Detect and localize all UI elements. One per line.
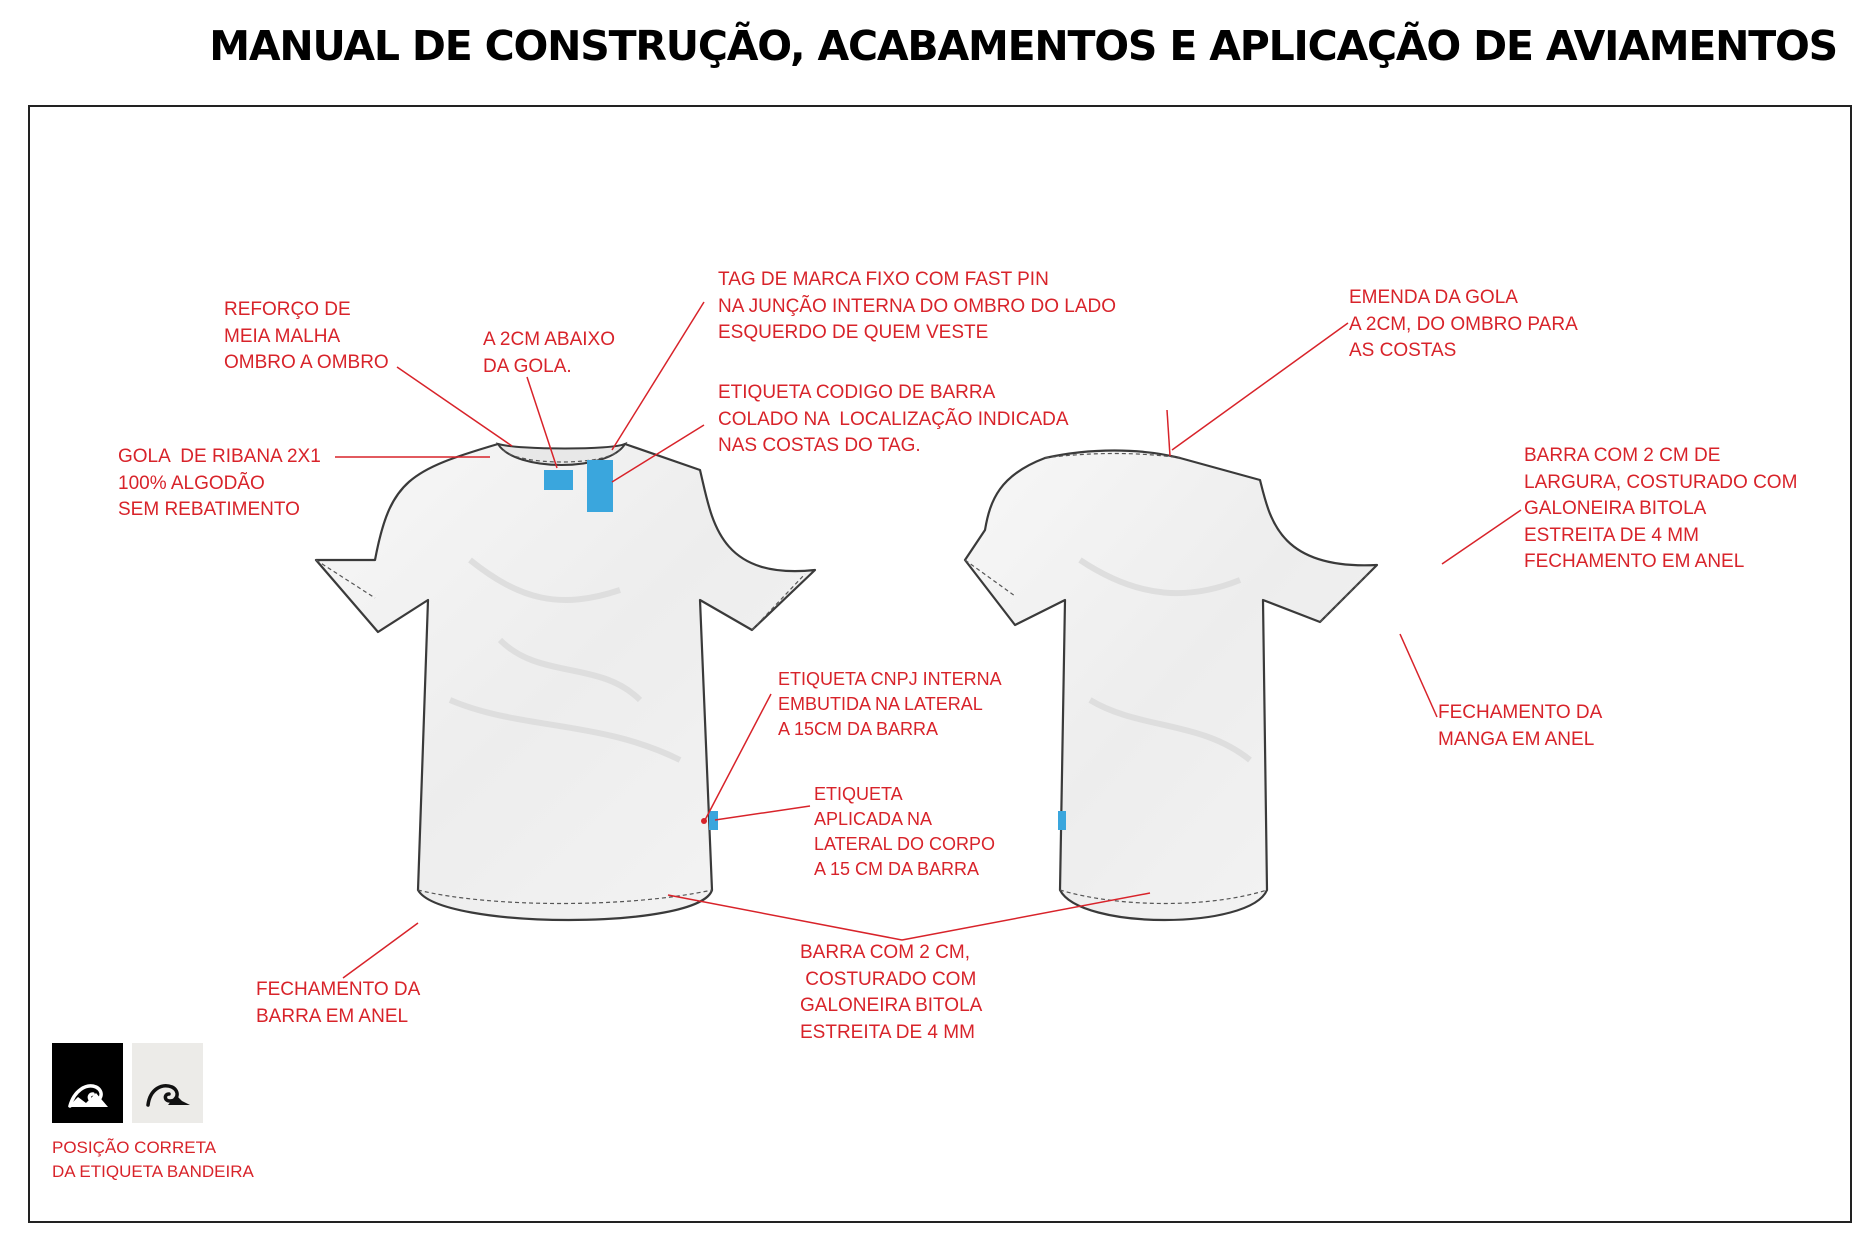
wave-mountain-logo-icon	[52, 1043, 123, 1123]
barcode-tag	[587, 460, 613, 512]
front-tshirt	[316, 444, 815, 920]
label-etiqueta-lateral: ETIQUETA APLICADA NA LATERAL DO CORPO A 15 CM DA BARRA	[814, 784, 996, 879]
label-etiqueta-cnpj: ETIQUETA CNPJ INTERNA EMBUTIDA NA LATERAL A 15CM DA BARRA	[778, 669, 1002, 739]
wave-mountain-logo-icon	[132, 1043, 203, 1123]
side-tag-back	[1058, 811, 1066, 830]
label-barra-manga: BARRA COM 2 CM DE LARGURA, COSTURADO COM GALONEIRA BITOLA ESTREITA DE 4 MM FECHAMENTO EM ANEL	[1524, 445, 1798, 572]
flag-label-light	[132, 1043, 203, 1123]
label-abaixo-gola: A 2CM ABAIXO DA GOLA.	[483, 329, 615, 377]
label-barra-frente: BARRA COM 2 CM, COSTURADO COM GALONEIRA BITOLA ESTREITA DE 4 MM	[800, 942, 983, 1043]
label-etiqueta-bandeira: POSIÇÃO CORRETA DA ETIQUETA BANDEIRA	[52, 1138, 254, 1181]
flag-label-dark	[52, 1043, 123, 1123]
label-etiqueta-codigo-barra: ETIQUETA CODIGO DE BARRA COLADO NA LOCALIZAÇÃO INDICADA NAS COSTAS DO TAG.	[718, 382, 1069, 456]
label-fechamento-barra: FECHAMENTO DA BARRA EM ANEL	[256, 979, 421, 1027]
label-fechamento-manga: FECHAMENTO DA MANGA EM ANEL	[1438, 702, 1603, 750]
label-gola-ribana: GOLA DE RIBANA 2X1 100% ALGODÃO SEM REBATIMENTO	[118, 446, 321, 520]
label-reforco-meia-malha: REFORÇO DE MEIA MALHA OMBRO A OMBRO	[224, 299, 389, 373]
label-tag-marca: TAG DE MARCA FIXO COM FAST PIN NA JUNÇÃO INTERNA DO OMBRO DO LADO ESQUERDO DE QUEM VESTE	[718, 269, 1116, 343]
label-emenda-gola: EMENDA DA GOLA A 2CM, DO OMBRO PARA AS COSTAS	[1349, 287, 1578, 361]
manual-title: MANUAL DE CONSTRUÇÃO, ACABAMENTOS E APLICAÇÃO DE AVIAMENTOS	[209, 22, 1837, 70]
back-tshirt	[965, 451, 1377, 921]
brand-tag-front	[544, 470, 573, 490]
